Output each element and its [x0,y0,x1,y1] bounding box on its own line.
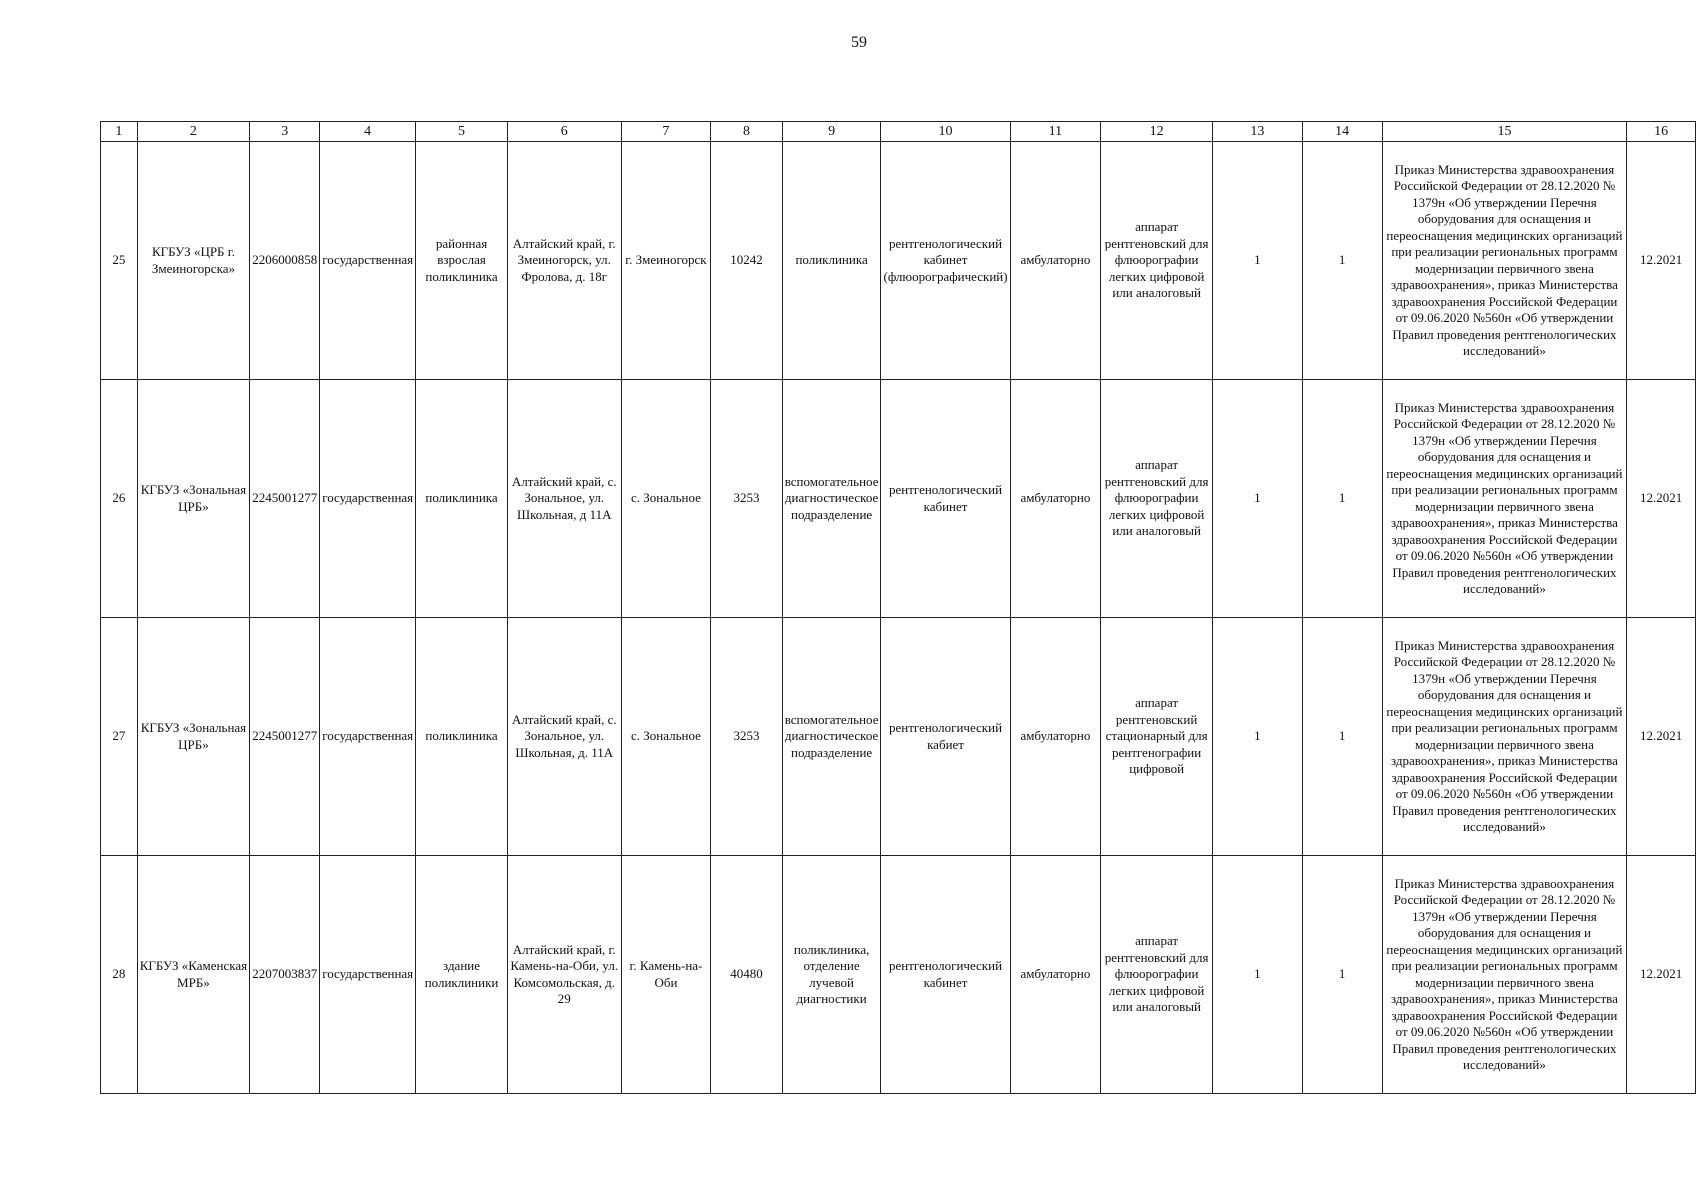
quantity-b: 1 [1302,618,1382,856]
building-type: поликлиника [416,618,508,856]
care-form: амбулаторно [1010,380,1101,618]
legal-basis: Приказ Министерства здравоохранения Российской Федерации от 28.12.2020 № 1379н «Об утверждении Перечня оборудования для оснащения и переоснащения медицинских организаций при реализации региональных программ модернизации первичного звена здравоохранения», приказ Министерства здравоохранения Российской Федерации от 09.06.2020 №560н «Об утверждении Правил проведения рентгенологических исследований» [1382,856,1627,1094]
quantity-b: 1 [1302,142,1382,380]
column-header: 9 [782,122,881,142]
column-header: 15 [1382,122,1627,142]
column-number-row [101,122,1696,142]
locality: с. Зональное [621,618,711,856]
deadline-date: 12.2021 [1627,856,1696,1094]
organization-name: КГБУЗ «Каменская МРБ» [137,856,250,1094]
row-number: 27 [101,618,138,856]
population: 40480 [711,856,782,1094]
organization-code: 2207003837 [250,856,320,1094]
organization-name: КГБУЗ «Зональная ЦРБ» [137,380,250,618]
organization-code: 2245001277 [250,380,320,618]
room-type: рентгенологический кабинет (флюорографический) [881,142,1010,380]
population: 10242 [711,142,782,380]
organization-code: 2245001277 [250,618,320,856]
column-header: 16 [1627,122,1696,142]
address: Алтайский край, г. Камень-на-Оби, ул. Комсомольская, д. 29 [507,856,621,1094]
room-type: рентгенологический кабинет [881,380,1010,618]
ownership-form: государственная [320,856,416,1094]
quantity-a: 1 [1212,380,1302,618]
column-header: 12 [1101,122,1213,142]
page-number: 59 [851,34,867,51]
locality: г. Камень-на-Оби [621,856,711,1094]
department: вспомогательное диагностическое подразделение [782,380,881,618]
department: поликлиника, отделение лучевой диагностики [782,856,881,1094]
column-header: 1 [101,122,138,142]
row-number: 26 [101,380,138,618]
building-type: районная взрослая поликлиника [416,142,508,380]
column-header: 7 [621,122,711,142]
care-form: амбулаторно [1010,856,1101,1094]
table-row [101,380,1696,618]
equipment-name: аппарат рентгеновский для флюорографии легких цифровой или аналоговый [1101,380,1213,618]
organization-name: КГБУЗ «ЦРБ г. Змеиногорска» [137,142,250,380]
equipment-name: аппарат рентгеновский стационарный для рентгенографии цифровой [1101,618,1213,856]
address: Алтайский край, г. Змеиногорск, ул. Фролова, д. 18г [507,142,621,380]
column-header: 4 [320,122,416,142]
table-row [101,856,1696,1094]
quantity-a: 1 [1212,856,1302,1094]
address: Алтайский край, с. Зональное, ул. Школьная, д. 11А [507,618,621,856]
equipment-name: аппарат рентгеновский для флюорографии легких цифровой или аналоговый [1101,856,1213,1094]
table-row [101,618,1696,856]
table-row [101,142,1696,380]
ownership-form: государственная [320,618,416,856]
quantity-a: 1 [1212,618,1302,856]
deadline-date: 12.2021 [1627,618,1696,856]
care-form: амбулаторно [1010,142,1101,380]
deadline-date: 12.2021 [1627,380,1696,618]
row-number: 25 [101,142,138,380]
column-header: 5 [416,122,508,142]
legal-basis: Приказ Министерства здравоохранения Российской Федерации от 28.12.2020 № 1379н «Об утверждении Перечня оборудования для оснащения и переоснащения медицинских организаций при реализации региональных программ модернизации первичного звена здравоохранения», приказ Министерства здравоохранения Российской Федерации от 09.06.2020 №560н «Об утверждении Правил проведения рентгенологических исследований» [1382,142,1627,380]
room-type: рентгенологический кабиет [881,618,1010,856]
deadline-date: 12.2021 [1627,142,1696,380]
organization-name: КГБУЗ «Зональная ЦРБ» [137,618,250,856]
building-type: здание поликлиники [416,856,508,1094]
population: 3253 [711,380,782,618]
locality: г. Змеиногорск [621,142,711,380]
organization-code: 2206000858 [250,142,320,380]
legal-basis: Приказ Министерства здравоохранения Российской Федерации от 28.12.2020 № 1379н «Об утверждении Перечня оборудования для оснащения и переоснащения медицинских организаций при реализации региональных программ модернизации первичного звена здравоохранения», приказ Министерства здравоохранения Российской Федерации от 09.06.2020 №560н «Об утверждении Правил проведения рентгенологических исследований» [1382,618,1627,856]
address: Алтайский край, с. Зональное, ул. Школьная, д 11А [507,380,621,618]
quantity-a: 1 [1212,142,1302,380]
column-header: 8 [711,122,782,142]
column-header: 11 [1010,122,1101,142]
building-type: поликлиника [416,380,508,618]
quantity-b: 1 [1302,380,1382,618]
column-header: 13 [1212,122,1302,142]
column-header: 14 [1302,122,1382,142]
locality: с. Зональное [621,380,711,618]
equipment-name: аппарат рентгеновский для флюорографии легких цифровой или аналоговый [1101,142,1213,380]
quantity-b: 1 [1302,856,1382,1094]
equipment-registry-table [100,121,1696,1094]
row-number: 28 [101,856,138,1094]
ownership-form: государственная [320,142,416,380]
ownership-form: государственная [320,380,416,618]
column-header: 2 [137,122,250,142]
column-header: 6 [507,122,621,142]
column-header: 3 [250,122,320,142]
column-header: 10 [881,122,1010,142]
department: поликлиника [782,142,881,380]
room-type: рентгенологический кабинет [881,856,1010,1094]
legal-basis: Приказ Министерства здравоохранения Российской Федерации от 28.12.2020 № 1379н «Об утверждении Перечня оборудования для оснащения и переоснащения медицинских организаций при реализации региональных программ модернизации первичного звена здравоохранения», приказ Министерства здравоохранения Российской Федерации от 09.06.2020 №560н «Об утверждении Правил проведения рентгенологических исследований» [1382,380,1627,618]
population: 3253 [711,618,782,856]
department: вспомогательное диагностическое подразделение [782,618,881,856]
care-form: амбулаторно [1010,618,1101,856]
